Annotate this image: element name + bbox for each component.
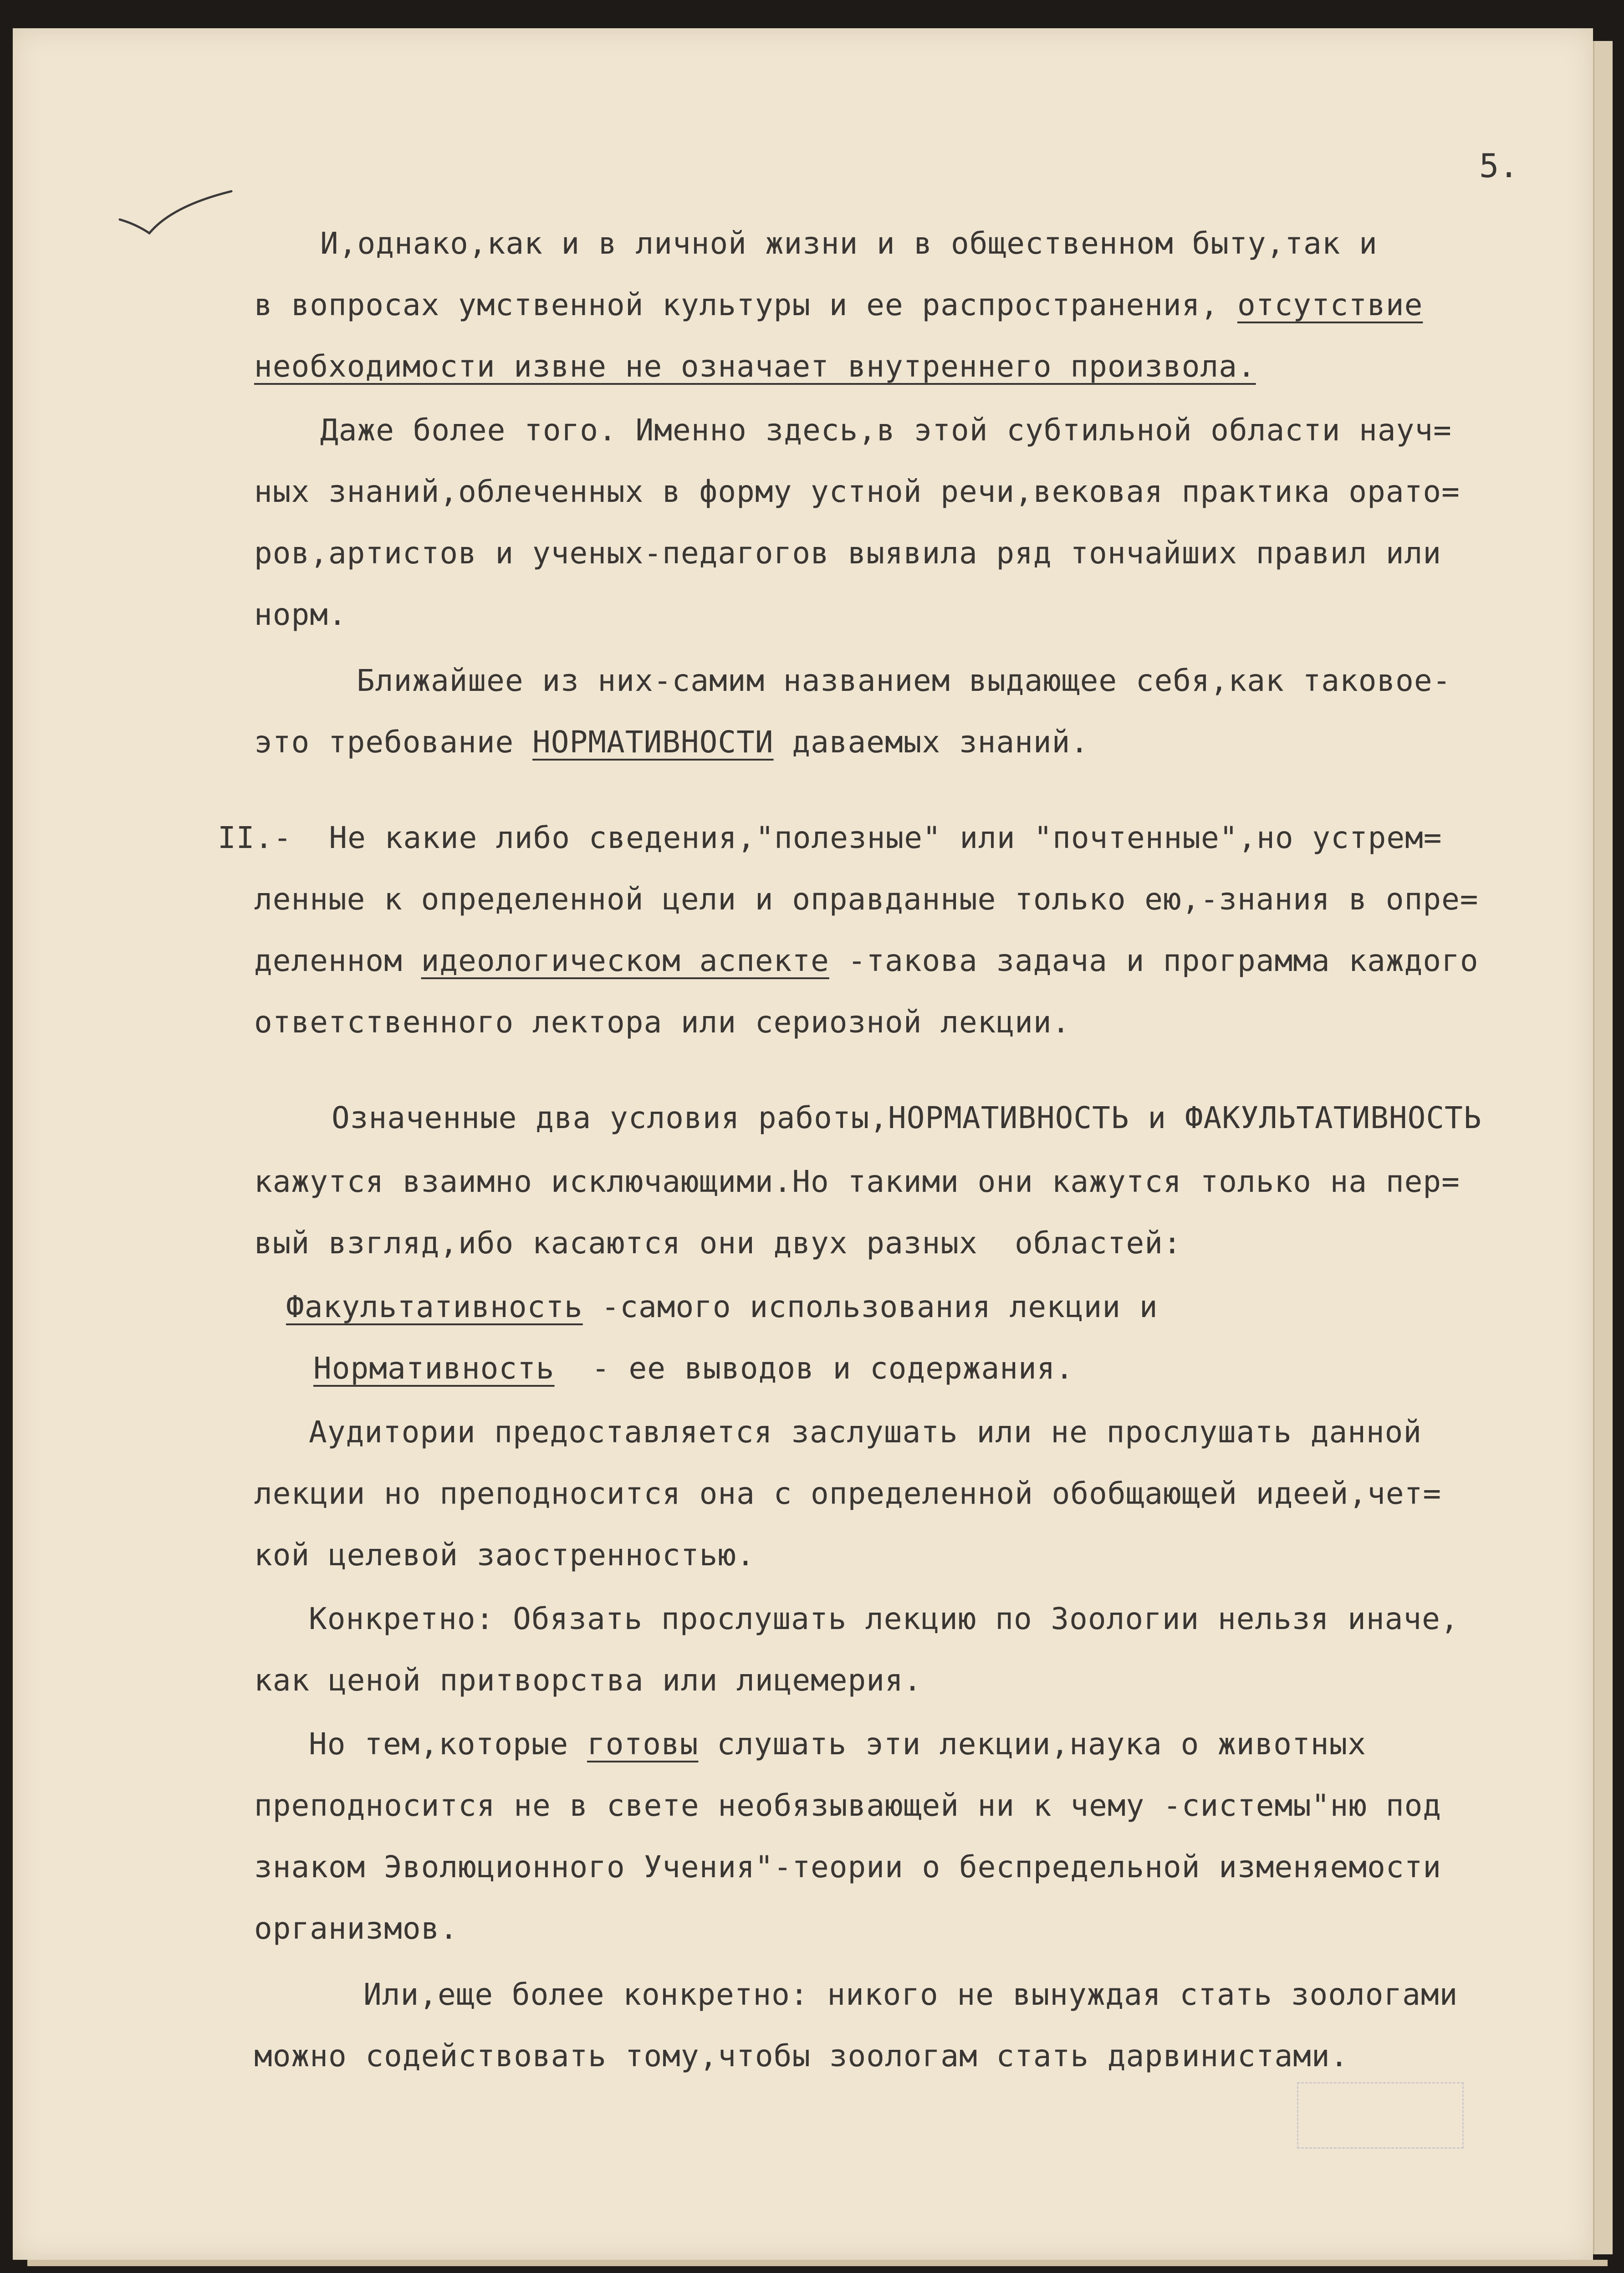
underlined-text: Факультативность bbox=[286, 1289, 583, 1324]
text-segment: в вопросах умственной культуры и ее распространения, bbox=[254, 287, 1237, 322]
text-segment: -такова задача и программа каждого bbox=[829, 943, 1479, 978]
underlined-text: идеологическом аспекте bbox=[421, 943, 829, 978]
text-segment: слушать эти лекции,наука о животных bbox=[698, 1726, 1366, 1762]
text-line bbox=[254, 1665, 922, 1696]
text-segment: -самого использования лекции и bbox=[582, 1289, 1158, 1324]
text-segment: Означенные два условия работы,НОРМАТИВНОСТЬ и ФАКУЛЬТАТИВНОСТЬ bbox=[332, 1100, 1482, 1135]
text-segment: Даже более того. Именно здесь,в этой субтильной области науч= bbox=[320, 413, 1452, 448]
text-line bbox=[332, 1100, 1482, 1135]
text-segment: II.- Не какие либо сведения,"полезные" или "почтенные",но устрем= bbox=[218, 820, 1442, 855]
page-edge-bottom bbox=[27, 2260, 1608, 2266]
text-segment: можно содействовать тому,чтобы зоологам стать дарвинистами. bbox=[254, 2038, 1349, 2074]
document-page bbox=[13, 28, 1593, 2260]
text-segment: кажутся взаимно исключающими.Но такими они кажутся только на пер= bbox=[254, 1164, 1460, 1199]
text-line bbox=[254, 1476, 1442, 1511]
underlined-text: НОРМАТИВНОСТИ bbox=[532, 725, 774, 760]
text-segment: Конкретно: Обязать прослушать лекцию по Зоологии нельзя иначе, bbox=[309, 1601, 1459, 1636]
text-line bbox=[254, 474, 1460, 509]
text-line bbox=[254, 943, 1479, 978]
text-segment: ров,артистов и ученых-педагогов выявила ряд тончайших правил или bbox=[254, 536, 1442, 571]
text-line bbox=[363, 1977, 1458, 2012]
text-line bbox=[313, 1351, 1074, 1386]
text-line bbox=[254, 1226, 1182, 1261]
text-line bbox=[254, 725, 1089, 760]
text-segment: Но тем,которые bbox=[309, 1726, 587, 1762]
text-line bbox=[320, 226, 1378, 261]
text-segment: как ценой притворства или лицемерия. bbox=[254, 1663, 922, 1698]
text-segment: кой целевой заостренностью. bbox=[254, 1537, 755, 1573]
text-line bbox=[320, 413, 1452, 448]
text-segment: - ее выводов и содержания. bbox=[554, 1351, 1074, 1386]
text-line bbox=[254, 1911, 459, 1946]
underlined-text: отсутствие bbox=[1237, 287, 1423, 322]
text-line bbox=[254, 1164, 1460, 1199]
text-segment: организмов. bbox=[254, 1911, 459, 1946]
text-line bbox=[286, 1289, 1158, 1324]
text-line bbox=[254, 1005, 1071, 1040]
typed-text-body bbox=[13, 28, 1593, 2260]
text-line bbox=[254, 2038, 1349, 2074]
text-line bbox=[254, 882, 1479, 917]
page-edge bbox=[1593, 41, 1613, 2254]
text-segment: даваемых знаний. bbox=[773, 725, 1089, 760]
underlined-text: готовы bbox=[587, 1726, 699, 1762]
text-segment: лекции но преподносится она с определенной обобщающей идеей,чет= bbox=[254, 1476, 1442, 1511]
page-number: 5. bbox=[1479, 147, 1519, 185]
text-line bbox=[254, 1788, 1442, 1823]
text-segment: норм. bbox=[254, 597, 347, 632]
text-segment: ответственного лектора или сериозной лекции. bbox=[254, 1005, 1071, 1040]
text-line bbox=[254, 287, 1423, 322]
text-line bbox=[357, 663, 1451, 698]
text-segment: это требование bbox=[254, 725, 533, 760]
text-segment: ленные к определенной цели и оправданные только ею,-знания в опре= bbox=[254, 882, 1479, 917]
text-segment: вый взгляд,ибо касаются они двух разных областей: bbox=[254, 1226, 1182, 1261]
text-line bbox=[254, 597, 347, 632]
text-line bbox=[309, 1415, 1422, 1450]
text-segment: знаком Эволюционного Учения"-теории о беспредельной изменяемости bbox=[254, 1849, 1442, 1885]
text-line bbox=[254, 349, 1256, 384]
text-segment: Или,еще более конкретно: никого не вынуждая стать зоологами bbox=[363, 1977, 1458, 2012]
text-segment: деленном bbox=[254, 943, 421, 978]
text-segment: И,однако,как и в личной жизни и в общественном быту,так и bbox=[320, 226, 1378, 261]
text-line bbox=[309, 1601, 1459, 1636]
underlined-text: Нормативность bbox=[313, 1351, 555, 1386]
text-segment: ных знаний,облеченных в форму устной речи,вековая практика орато= bbox=[254, 474, 1460, 509]
text-segment: преподносится не в свете необязывающей ни к чему -системы"ню под bbox=[254, 1788, 1442, 1823]
text-line bbox=[309, 1726, 1366, 1762]
text-segment: Аудитории предоставляется заслушать или не прослушать данной bbox=[309, 1415, 1422, 1450]
text-line bbox=[254, 536, 1442, 571]
text-line bbox=[254, 1849, 1442, 1885]
underlined-text: необходимости извне не означает внутреннего произвола. bbox=[254, 349, 1256, 384]
text-line bbox=[254, 1537, 755, 1573]
text-line bbox=[218, 820, 1442, 855]
text-segment: Ближайшее из них-самим названием выдающее себя,как таковое- bbox=[357, 663, 1451, 698]
